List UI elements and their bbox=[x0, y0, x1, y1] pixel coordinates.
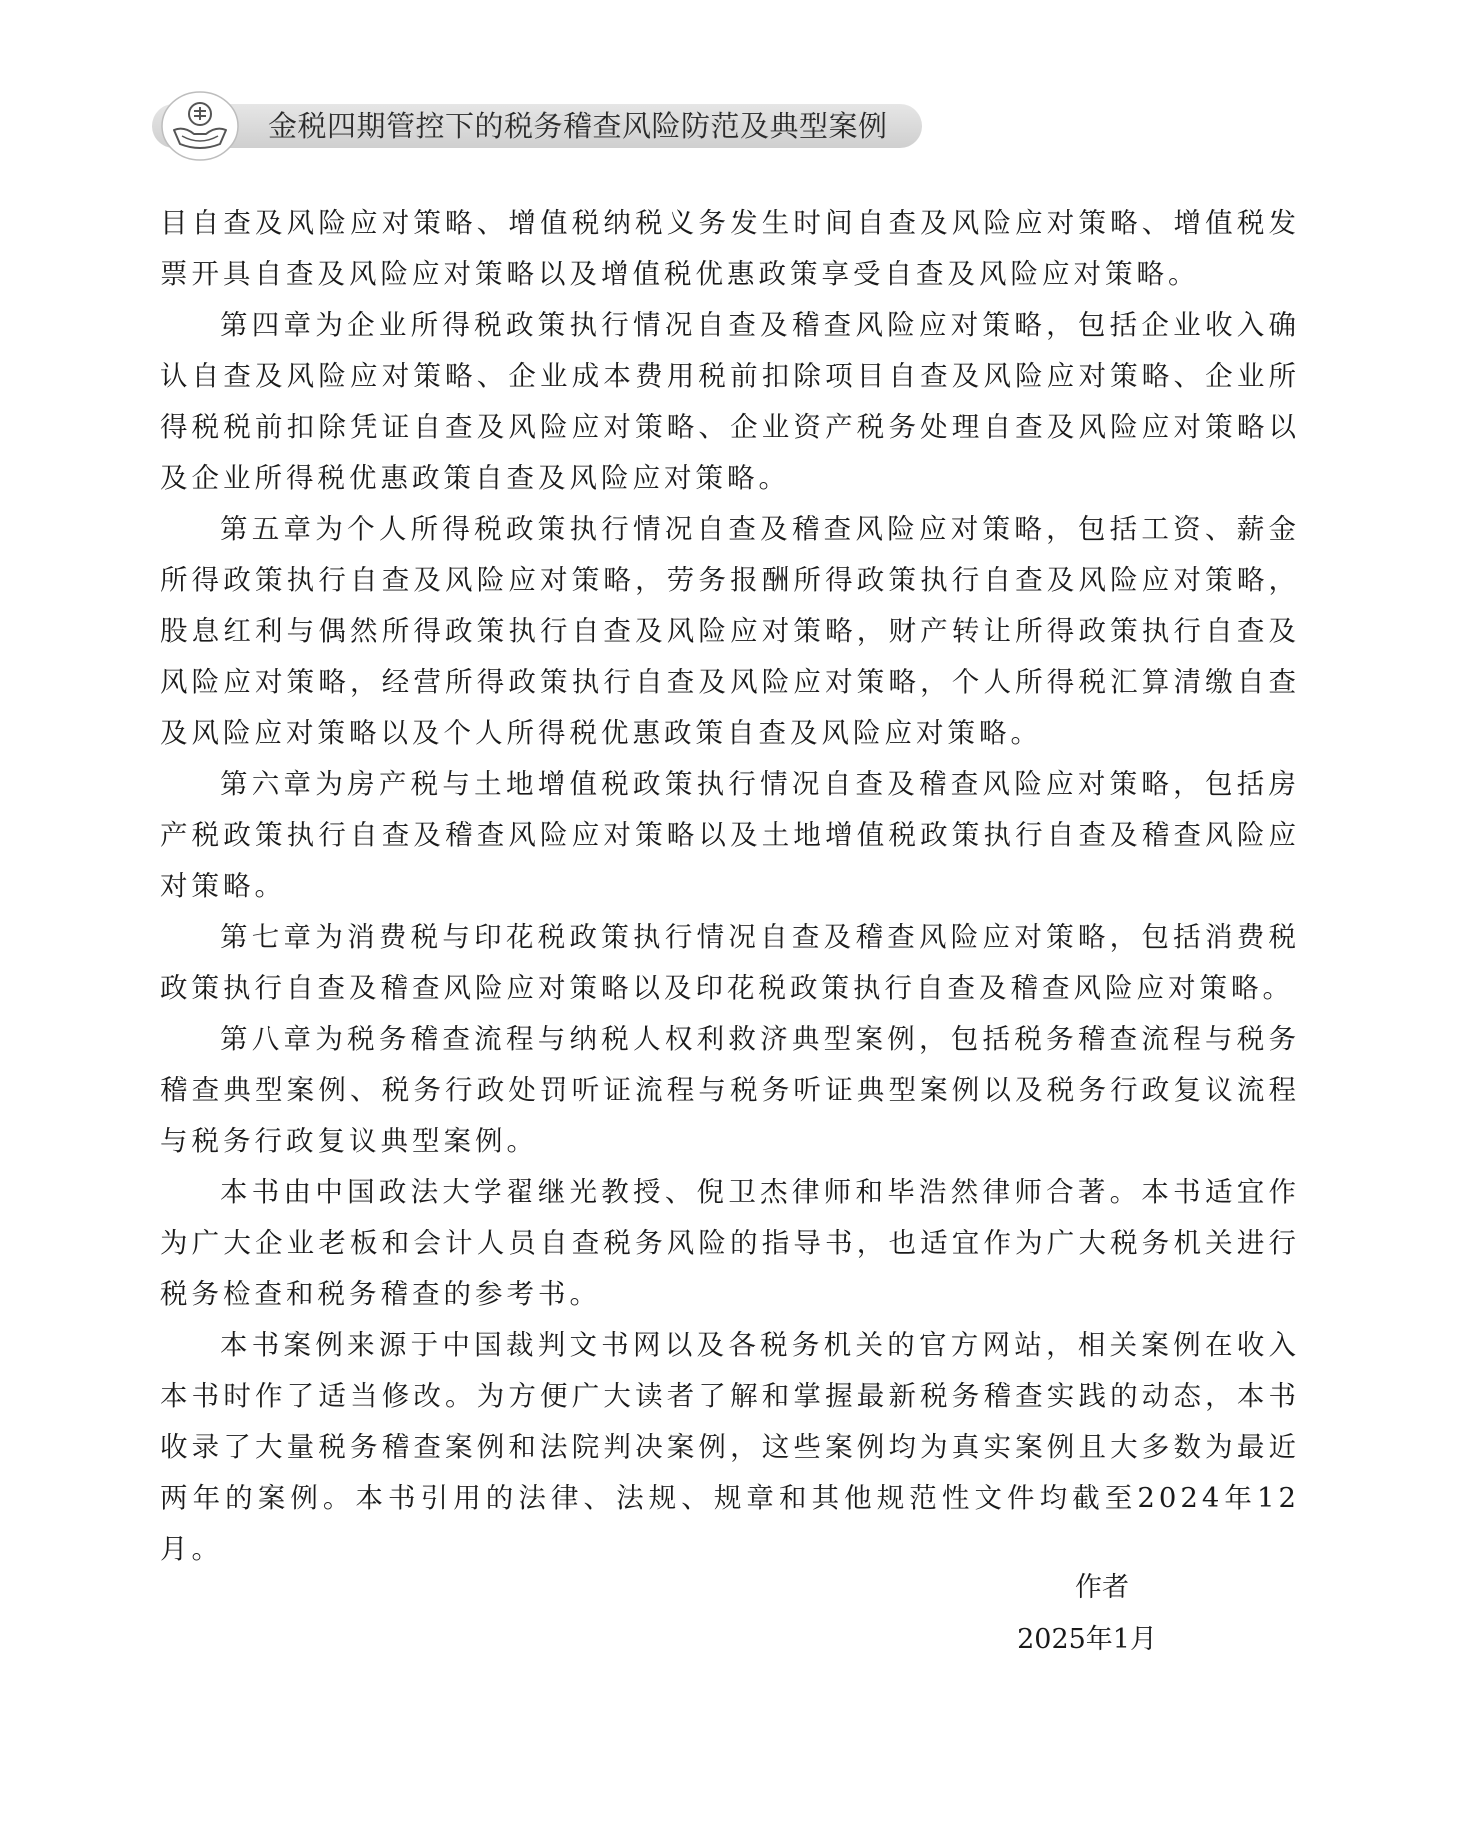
signature-block bbox=[1017, 1562, 1157, 1666]
paragraph-chapter-7: 第七章为消费税与印花税政策执行情况自查及稽查风险应对策略，包括消费税政策执行自查及稽查风险应对策略以及印花税政策执行自查及稽查风险应对策略。 bbox=[160, 921, 1300, 1004]
book-running-title: 金税四期管控下的税务稽查风险防范及典型案例 bbox=[268, 109, 888, 143]
preface-body bbox=[160, 198, 1300, 1575]
paragraph-chapter-4: 第四章为企业所得税政策执行情况自查及稽查风险应对策略，包括企业收入确认自查及风险应对策略、企业成本费用税前扣除项目自查及风险应对策略、企业所得税税前扣除凭证自查及风险应对策略、企业资产税务处理自查及风险应对策略以及企业所得税优惠政策自查及风险应对策略。 bbox=[160, 309, 1300, 494]
signature-author: 作者 bbox=[1075, 1572, 1130, 1603]
paragraph-chapter-8: 第八章为税务稽查流程与纳税人权利救济典型案例，包括税务稽查流程与税务稽查典型案例、税务行政处罚听证流程与税务听证典型案例以及税务行政复议流程与税务行政复议典型案例。 bbox=[160, 1023, 1300, 1157]
signature-date: 2025年1月 bbox=[1017, 1624, 1157, 1655]
book-logo-icon bbox=[160, 90, 240, 162]
paragraph-chapter-6: 第六章为房产税与土地增值税政策执行情况自查及稽查风险应对策略，包括房产税政策执行自查及稽查风险应对策略以及土地增值税政策执行自查及稽查风险应对策略。 bbox=[160, 768, 1300, 902]
paragraph-sources: 本书案例来源于中国裁判文书网以及各税务机关的官方网站，相关案例在收入本书时作了适当修改。为方便广大读者了解和掌握最新税务稽查实践的动态，本书收录了大量税务稽查案例和法院判决案例，这些案例均为真实案例且大多数为最近两年的案例。本书引用的法律、法规、规章和其他规范性文件均截至2024年12月。 bbox=[160, 1329, 1300, 1565]
paragraph-continued: 目自查及风险应对策略、增值税纳税义务发生时间自查及风险应对策略、增值税发票开具自查及风险应对策略以及增值税优惠政策享受自查及风险应对策略。 bbox=[160, 207, 1300, 290]
paragraph-authors: 本书由中国政法大学翟继光教授、倪卫杰律师和毕浩然律师合著。本书适宜作为广大企业老板和会计人员自查税务风险的指导书，也适宜作为广大税务机关进行税务检查和税务稽查的参考书。 bbox=[160, 1176, 1300, 1310]
paragraph-chapter-5: 第五章为个人所得税政策执行情况自查及稽查风险应对策略，包括工资、薪金所得政策执行自查及风险应对策略，劳务报酬所得政策执行自查及风险应对策略，股息红利与偶然所得政策执行自查及风险应对策略，财产转让所得政策执行自查及风险应对策略，经营所得政策执行自查及风险应对策略，个人所得税汇算清缴自查及风险应对策略以及个人所得税优惠政策自查及风险应对策略。 bbox=[160, 513, 1300, 749]
